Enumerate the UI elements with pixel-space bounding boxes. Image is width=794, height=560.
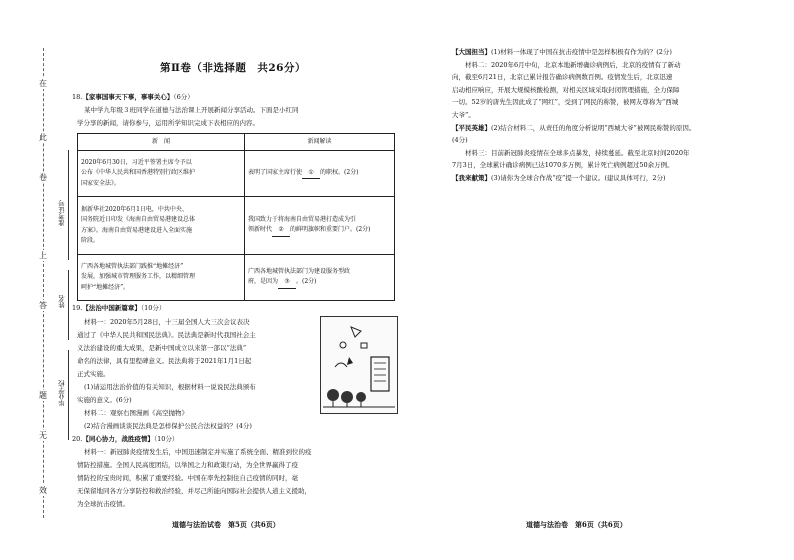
school-field <box>68 350 69 440</box>
q19-score: （10分） <box>140 304 166 312</box>
news-line: 国务院近日印发《海南自由贸易港建设总体 <box>81 216 196 223</box>
right-line <box>452 96 678 108</box>
line-text: (3)请你为全球合作战“疫”提一个建议。(建议具体可行，2分) <box>491 174 666 182</box>
exam-number-label: 准考证号 <box>58 200 66 226</box>
answer-blank-1[interactable]: ① <box>302 168 320 180</box>
right-line <box>452 46 672 58</box>
q18-header <box>72 91 194 103</box>
news-line: 发展，加强城市管理服务工作，以精细管理 <box>81 273 196 281</box>
right-line <box>452 159 674 171</box>
news-table-header <box>78 134 395 151</box>
reading-text: 广西各地城管执法部门为建设服务型政 <box>248 267 351 275</box>
building-icon <box>371 357 389 391</box>
section-tag: 【平民英雄】 <box>452 123 491 132</box>
q19-line: 正式实施。 <box>77 370 110 378</box>
answer-blank-3[interactable]: ③ <box>278 277 296 289</box>
q20-header <box>72 433 178 445</box>
q19-line: 材料一：2020年5月28日，十三届全国人大三次会议表决 <box>84 318 250 326</box>
news-line: 国家安全法》。 <box>81 179 121 187</box>
line-text: 向，截至6月21日，北京已累计报告确诊病例数百例。疫情发生后，北京迅速 <box>452 73 673 82</box>
line-text: 材料二：2020年6月中旬，北京本地新增确诊病例后，北京的疫情有了新动 <box>452 60 681 69</box>
q19-line: 义法治建设的重大成果，是新中国成立以来第一部以“法典” <box>77 344 247 352</box>
news-table <box>77 133 395 301</box>
q20-score: （10分） <box>153 435 179 443</box>
right-line <box>452 134 468 146</box>
news-cell <box>78 255 245 301</box>
binding-char: 题 <box>39 391 47 400</box>
q19-line: 通过了《中华人民共和国民法典》。民法典是新时代我国社会主 <box>77 331 256 339</box>
table-row <box>78 255 395 301</box>
reading-cell <box>245 255 395 301</box>
q19-header <box>72 302 165 314</box>
news-line: 广西各地城管执法部门践推“地摊经济” <box>81 262 184 270</box>
reading-text: 领新时代 <box>248 226 273 233</box>
q18-intro-1: 某中学九年级３班同学在道德与法治课上开展新闻分享活动。下面是小红同 <box>84 106 299 114</box>
q20-line: 情防控的宝贵时间，积累了重要经验。中国在率先控制住自己疫情的同时，毫 <box>77 474 298 482</box>
q19-question-1-score: 实施的意义。(6分) <box>77 396 132 404</box>
table-row <box>78 197 395 255</box>
reading-cell <box>245 197 395 255</box>
trees-icon <box>323 389 395 407</box>
right-line <box>452 84 680 96</box>
news-cell <box>78 151 245 197</box>
q19-line: 材料二：观察右图漫画《高空抛物》 <box>84 409 188 417</box>
q20-line: 情防控措施。全国人民高度团结，以举国之力和政策行动，为全世界赢得了疫 <box>77 461 298 469</box>
line-text: 7月3日，全球累计确诊病例已达1070多万例，累计死亡病例超过50余万例。 <box>452 161 674 170</box>
news-line: 2020年6月30日，习近平签署主席令予以 <box>81 158 192 166</box>
q18-tag: 【家事国事天下事，事事关心】 <box>82 93 174 101</box>
right-line <box>452 59 681 71</box>
line-text: 启动相应响应，开展大规模核酸检测，对相关区域采取封闭管理措施，全力保障 <box>452 85 680 94</box>
table-row <box>78 151 395 197</box>
right-line <box>452 122 695 134</box>
q19-question-1: (1)请运用法治价值的有关知识，根据材料一说说民法典颁布 <box>84 383 256 391</box>
left-page-footer: 道德与法治试卷 第5页（共6页） <box>172 520 280 529</box>
reading-text: 我国致力于将海南自由贸易港打造成为引 <box>248 215 357 223</box>
binding-char: 答 <box>39 301 47 310</box>
reading-text: 表明了国家主席行使 <box>248 168 303 176</box>
right-line <box>452 147 690 159</box>
line-text: 材料三：目前新冠肺炎疫情在全球多点暴发，持续蔓延。截至北京时间2020年 <box>452 148 690 157</box>
line-text: 大爷”。 <box>452 111 475 119</box>
section-tag: 【我来献策】 <box>452 174 491 182</box>
q20-tag: 【同心协力，战胜疫情】 <box>82 435 154 443</box>
binding-char: 效 <box>39 486 47 495</box>
news-line: 公布《中华人民共和国香港特别行政区维护 <box>81 169 196 177</box>
binding-char: 此 <box>39 133 47 142</box>
q20-number: 20. <box>72 435 83 443</box>
q18-number: 18. <box>72 93 83 101</box>
right-line <box>452 172 666 184</box>
q20-line: 无保留地同各方分享防控和救治经验，并尽己所能向国际社会提供人道主义援助， <box>77 487 311 495</box>
reading-text: 。(2分) <box>296 278 317 285</box>
falling-objects-icon <box>335 327 367 367</box>
reading-col-header: 新闻解读 <box>245 134 395 151</box>
binding-dashed-line <box>43 48 44 518</box>
name-label: 姓名 <box>58 295 66 308</box>
q18-score: （6分） <box>173 93 194 101</box>
q19-line: 命名的法律，具有里程碑意义。民法典将于2021年1月1日起 <box>77 357 252 365</box>
answer-blank-2[interactable]: ② <box>272 225 290 237</box>
news-line: 呵护“地摊经济”。 <box>81 283 130 291</box>
line-text: (2)结合材料二，从责任的角度分析说明“西城大爷”被网民称赞的原因。 <box>491 123 696 132</box>
section-title: 第Ⅱ卷（非选择题 共26分） <box>160 62 306 74</box>
news-line: 据新华社2020年6月1日电，中共中央、 <box>81 205 188 213</box>
q19-number: 19. <box>72 304 83 312</box>
q18-intro-2: 学分享的新闻，请你参与，运用所学知识完成下表相应的内容。 <box>77 119 259 127</box>
reading-text: 的鲜明旗帜和重要门户。(2分) <box>290 226 371 233</box>
binding-char: 在 <box>39 79 47 88</box>
exam-number-field <box>68 150 69 260</box>
cartoon-svg <box>321 317 397 413</box>
right-line <box>452 109 475 121</box>
section-tag: 【大国担当】 <box>452 48 491 56</box>
news-col-header: 新 闻 <box>78 134 245 151</box>
q19-tag: 【法治中国新篇章】 <box>82 304 141 312</box>
cartoon-image <box>320 316 398 414</box>
q20-line: 材料一：新冠肺炎疫情发生后，中国迅速制定并实施了系统全面、精准到位的疫 <box>84 448 312 456</box>
school-label: 毕业学校 <box>58 380 66 406</box>
right-line <box>452 71 672 83</box>
q19-question-2: (2)结合漫画谈谈民法典是怎样保护公民合法权益的？(4分) <box>84 422 252 430</box>
binding-char: 卷 <box>39 173 47 182</box>
news-cell <box>78 197 245 255</box>
line-text: 一切。52岁的唐先生因此成了“网红”，受到了网民的称赞，被网友尊称为“西城 <box>452 98 679 107</box>
q20-line: 为全球抗击疫情。 <box>77 500 129 508</box>
binding-char: 无 <box>39 431 47 440</box>
line-text: (1)材料一体现了中国在抗击疫情中是怎样积极有作为的？(2分) <box>491 48 672 56</box>
reading-cell <box>245 151 395 197</box>
line-text: (4分) <box>452 136 468 145</box>
name-field <box>68 270 69 340</box>
right-page-footer: 道德与法治卷 第6页（共6页） <box>526 520 627 529</box>
news-line: 阶段。 <box>81 237 100 244</box>
reading-text: 的职权。(2分) <box>320 168 359 176</box>
binding-char: 上 <box>39 251 47 260</box>
news-line: 方案》。海南自由贸易港建设进入全面实施 <box>81 226 193 234</box>
reading-text: 府，是因为 <box>248 278 279 285</box>
